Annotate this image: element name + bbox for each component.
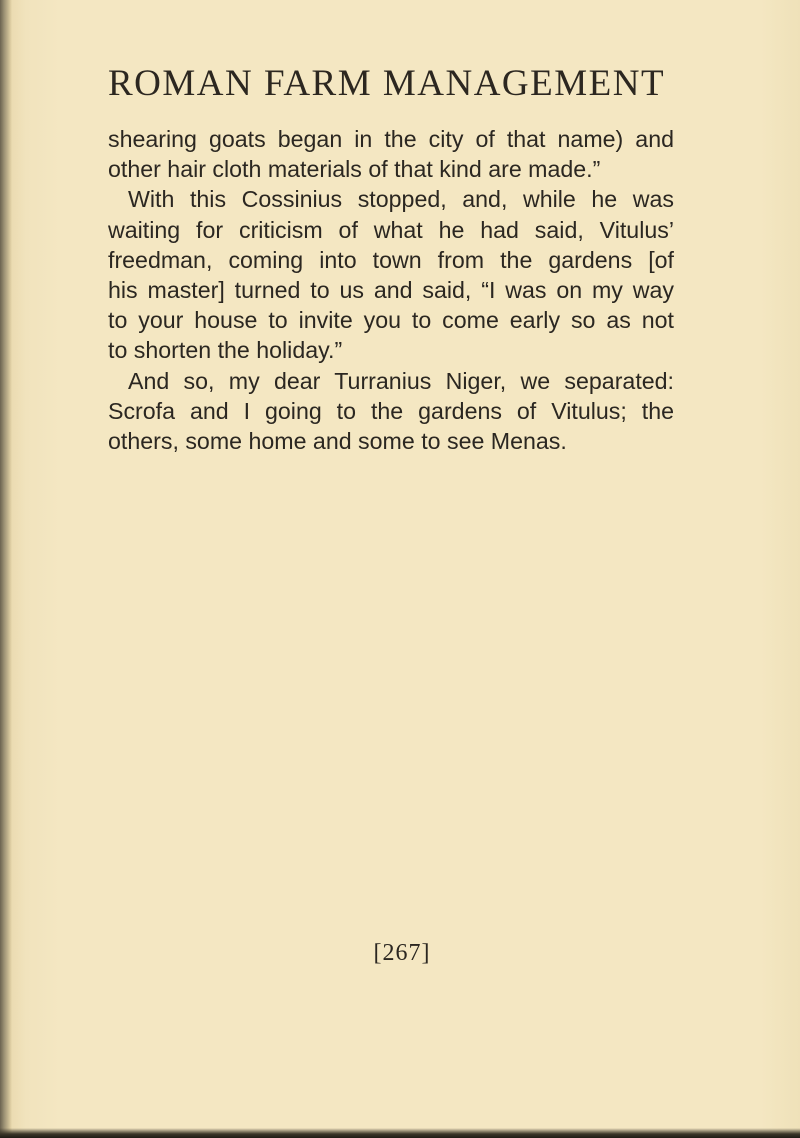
text-line: Scrofa and I going to the gardens of Vitulus; the [108, 397, 674, 424]
spine-shadow [0, 0, 12, 1138]
text-line: other hair cloth materials of that kind are made.” [108, 156, 601, 183]
text-line: waiting for criticism of what he had said, Vitulus’ [108, 216, 674, 243]
text-line: And so, my dear Turranius Niger, we separated: [128, 367, 674, 394]
text-line: to your house to invite you to come early so as not [108, 307, 674, 334]
text-line: his master] turned to us and said, “I was on my way [108, 277, 674, 304]
bottom-edge-shadow [0, 1128, 800, 1138]
running-head: ROMAN FARM MANAGEMENT [108, 63, 666, 104]
page-number: [267] [373, 940, 431, 966]
body-text [108, 124, 674, 456]
text-line: With this Cossinius stopped, and, while he was [128, 186, 674, 213]
text-line: freedman, coming into town from the gardens [of [108, 246, 674, 273]
text-line: to shorten the holiday.” [108, 337, 343, 364]
text-line: others, some home and some to see Menas. [108, 428, 567, 455]
text-line: shearing goats began in the city of that name) and [108, 126, 674, 152]
